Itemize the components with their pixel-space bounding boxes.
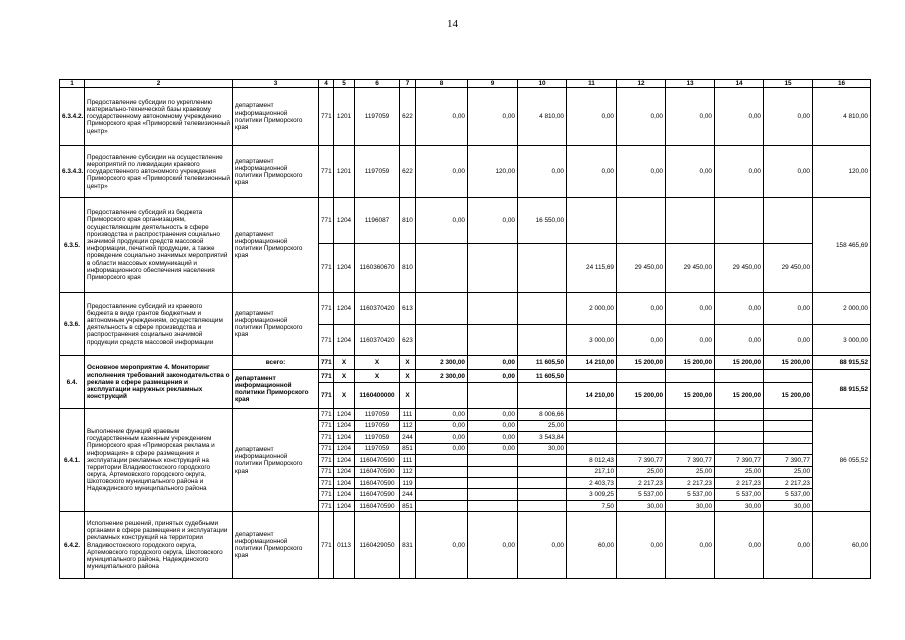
table-cell bbox=[518, 478, 567, 489]
responsible-executor: департамент информационной политики Приморского края bbox=[233, 88, 319, 146]
row-total: 88 915,52 bbox=[813, 356, 871, 370]
row-total: 158 465,69 bbox=[813, 198, 871, 293]
table-row bbox=[60, 198, 871, 244]
table-cell: 0,00 bbox=[416, 88, 468, 146]
table-cell: 810 bbox=[400, 198, 416, 244]
column-header: 2 bbox=[85, 80, 233, 88]
table-cell: 0,00 bbox=[715, 292, 764, 324]
table-cell: 0,00 bbox=[764, 325, 813, 356]
table-cell bbox=[715, 198, 764, 244]
table-cell bbox=[468, 478, 518, 489]
table-cell: 0,00 bbox=[764, 292, 813, 324]
table-cell: 771 bbox=[319, 512, 334, 579]
column-header: 16 bbox=[813, 80, 871, 88]
table-cell bbox=[567, 198, 617, 244]
table-row bbox=[60, 512, 871, 579]
responsible-executor: департамент информационной политики Приморского края bbox=[233, 409, 319, 512]
table-cell: 15 200,00 bbox=[666, 356, 715, 370]
table-cell: 771 bbox=[319, 409, 334, 420]
table-cell: 0,00 bbox=[468, 356, 518, 370]
table-cell: 1160360670 bbox=[355, 244, 400, 293]
table-cell: 15 200,00 bbox=[715, 356, 764, 370]
table-cell: 1197059 bbox=[355, 443, 400, 454]
table-cell: 1197059 bbox=[355, 420, 400, 431]
table-cell: 771 bbox=[319, 292, 334, 324]
table-cell: 1204 bbox=[334, 432, 355, 443]
table-cell: 4 810,00 bbox=[518, 88, 567, 146]
table-cell bbox=[567, 409, 617, 420]
table-cell: 0,00 bbox=[416, 420, 468, 431]
table-cell: 0,00 bbox=[468, 512, 518, 579]
table-cell: 29 450,00 bbox=[666, 244, 715, 293]
table-cell: 0,00 bbox=[468, 420, 518, 431]
table-cell: 111 bbox=[400, 409, 416, 420]
table-cell: 0,00 bbox=[468, 198, 518, 244]
table-cell bbox=[518, 244, 567, 293]
table-cell: 1201 bbox=[334, 146, 355, 198]
row-code: 6.4.1. bbox=[60, 409, 85, 512]
table-cell: 1204 bbox=[334, 466, 355, 477]
table-cell bbox=[468, 325, 518, 356]
table-cell: 1197059 bbox=[355, 409, 400, 420]
row-name: Предоставление субсидии по укреплению материально-технической базы краевому государственному автономному учреждению Приморского края «Приморский телевизионный центр» bbox=[85, 88, 233, 146]
row-code: 6.4. bbox=[60, 356, 85, 409]
table-cell: 25,00 bbox=[764, 466, 813, 477]
table-row bbox=[60, 409, 871, 420]
row-name: Выполнение функций краевым государственным казенным учреждением Приморского края «Приморская реклама и информация» в сфере размещения и эксплуатации рекламных конструкций на территории Владивостокского городского округа, Артемовского городского округа, Шкотовского муниципального района и Надеждинского муниципального района bbox=[85, 409, 233, 512]
responsible-executor: департамент информационной политики Приморского края bbox=[233, 198, 319, 293]
table-cell: 3 543,84 bbox=[518, 432, 567, 443]
responsible-executor: департамент информационной политики Приморского края bbox=[233, 146, 319, 198]
table-cell: 1204 bbox=[334, 443, 355, 454]
table-cell: 1160470590 bbox=[355, 455, 400, 466]
row-code: 6.4.2. bbox=[60, 512, 85, 579]
table-cell: 0,00 bbox=[416, 512, 468, 579]
table-cell: 24 115,69 bbox=[567, 244, 617, 293]
table-cell: 30,00 bbox=[715, 500, 764, 511]
table-cell: X bbox=[400, 369, 416, 383]
column-header: 15 bbox=[764, 80, 813, 88]
table-cell bbox=[416, 244, 468, 293]
table-cell: 16 550,00 bbox=[518, 198, 567, 244]
row-total: 3 000,00 bbox=[813, 325, 871, 356]
responsible-executor: департамент информационной политики Приморского края bbox=[233, 512, 319, 579]
table-cell bbox=[617, 198, 666, 244]
row-total: 2 000,00 bbox=[813, 292, 871, 324]
table-cell: X bbox=[400, 383, 416, 409]
table-cell: 771 bbox=[319, 455, 334, 466]
table-cell: 0,00 bbox=[666, 325, 715, 356]
table-cell bbox=[715, 443, 764, 454]
table-cell: 0,00 bbox=[416, 198, 468, 244]
table-cell bbox=[715, 409, 764, 420]
row-name: Предоставление субсидии на осуществление мероприятий по ликвидации краевого государственного автономного учреждения Приморского края «Приморский телевизионный центр» bbox=[85, 146, 233, 198]
table-cell bbox=[416, 292, 468, 324]
table-cell: 1196087 bbox=[355, 198, 400, 244]
table-cell: 771 bbox=[319, 420, 334, 431]
table-cell bbox=[764, 409, 813, 420]
column-header: 1 bbox=[60, 80, 85, 88]
column-header: 9 bbox=[468, 80, 518, 88]
table-cell: 5 537,00 bbox=[764, 489, 813, 500]
row-code: 6.3.6. bbox=[60, 292, 85, 355]
table-cell: 771 bbox=[319, 466, 334, 477]
table-cell: 1204 bbox=[334, 500, 355, 511]
table-cell: 0,00 bbox=[416, 432, 468, 443]
table-cell: 0,00 bbox=[416, 409, 468, 420]
table-cell bbox=[416, 489, 468, 500]
table-cell: 622 bbox=[400, 88, 416, 146]
table-cell bbox=[416, 466, 468, 477]
table-cell: 0,00 bbox=[468, 409, 518, 420]
table-cell: 2 403,73 bbox=[567, 478, 617, 489]
table-cell bbox=[468, 244, 518, 293]
table-cell: 0,00 bbox=[617, 292, 666, 324]
table-cell: 1160470590 bbox=[355, 500, 400, 511]
table-row bbox=[60, 356, 871, 370]
table-cell bbox=[617, 443, 666, 454]
table-cell: 771 bbox=[319, 88, 334, 146]
table-cell: 851 bbox=[400, 500, 416, 511]
table-cell: 2 300,00 bbox=[416, 356, 468, 370]
table-cell: X bbox=[334, 369, 355, 383]
row-total: 60,00 bbox=[813, 512, 871, 579]
table-cell: 0,00 bbox=[468, 369, 518, 383]
table-body bbox=[60, 88, 871, 579]
table-cell: 0,00 bbox=[518, 512, 567, 579]
table-cell: 0,00 bbox=[764, 88, 813, 146]
table-cell: 2 300,00 bbox=[416, 369, 468, 383]
table-cell: 1201 bbox=[334, 88, 355, 146]
table-cell: 0,00 bbox=[617, 325, 666, 356]
column-header: 8 bbox=[416, 80, 468, 88]
table-cell: 1204 bbox=[334, 198, 355, 244]
table-cell: 1160470590 bbox=[355, 466, 400, 477]
table-cell: 11 605,50 bbox=[518, 356, 567, 370]
table-cell bbox=[518, 292, 567, 324]
table-cell: 8 012,43 bbox=[567, 455, 617, 466]
table-cell: 119 bbox=[400, 478, 416, 489]
table-cell bbox=[666, 420, 715, 431]
table-cell: 623 bbox=[400, 325, 416, 356]
table-cell bbox=[518, 383, 567, 409]
table-cell: 29 450,00 bbox=[764, 244, 813, 293]
table-cell: 3 009,25 bbox=[567, 489, 617, 500]
table-cell: 8 006,66 bbox=[518, 409, 567, 420]
table-cell: 0,00 bbox=[666, 512, 715, 579]
table-cell: 1204 bbox=[334, 478, 355, 489]
table-cell: 1160400000 bbox=[355, 383, 400, 409]
table-cell: 0,00 bbox=[666, 146, 715, 198]
table-cell: 1197059 bbox=[355, 146, 400, 198]
table-cell bbox=[518, 325, 567, 356]
table-cell bbox=[468, 455, 518, 466]
table-cell: 30,00 bbox=[764, 500, 813, 511]
table-cell bbox=[567, 369, 617, 383]
table-cell: 771 bbox=[319, 369, 334, 383]
table-cell: 5 537,00 bbox=[715, 489, 764, 500]
table-cell: 0,00 bbox=[617, 88, 666, 146]
column-header: 3 bbox=[233, 80, 319, 88]
table-cell: 15 200,00 bbox=[617, 383, 666, 409]
row-name: Основное мероприятие 4. Мониторинг исполнения требований законодательства о рекламе в сфере размещения и эксплуатации наружных рекламных конструкций bbox=[85, 356, 233, 409]
table-cell: 25,00 bbox=[617, 466, 666, 477]
row-name: Предоставление субсидий из краевого бюджета в виде грантов бюджетным и автономным учреждениям, осуществляющим деятельность в сфере производства и распространения социально значимой продукции средств массовой информации bbox=[85, 292, 233, 355]
table-cell: 771 bbox=[319, 146, 334, 198]
total-label: всего: bbox=[233, 356, 319, 370]
column-header: 13 bbox=[666, 80, 715, 88]
table-cell: 1204 bbox=[334, 409, 355, 420]
table-cell: 771 bbox=[319, 356, 334, 370]
table-cell bbox=[567, 443, 617, 454]
column-header: 14 bbox=[715, 80, 764, 88]
table-cell: 0,00 bbox=[567, 146, 617, 198]
responsible-executor: департамент информационной политики Приморского края bbox=[233, 292, 319, 355]
table-cell: 771 bbox=[319, 198, 334, 244]
table-cell: 14 210,00 bbox=[567, 356, 617, 370]
table-cell: 29 450,00 bbox=[617, 244, 666, 293]
table-cell bbox=[617, 420, 666, 431]
table-cell: 1160470590 bbox=[355, 478, 400, 489]
table-cell bbox=[468, 383, 518, 409]
table-cell bbox=[764, 443, 813, 454]
table-cell bbox=[715, 369, 764, 383]
table-cell bbox=[764, 198, 813, 244]
table-cell bbox=[567, 420, 617, 431]
table-cell: 3 000,00 bbox=[567, 325, 617, 356]
responsible-executor: департамент информационной политики Приморского края bbox=[233, 369, 319, 409]
table-cell: 7 390,77 bbox=[666, 455, 715, 466]
table-cell bbox=[416, 325, 468, 356]
table-cell: 112 bbox=[400, 466, 416, 477]
table-cell: 25,00 bbox=[715, 466, 764, 477]
table-cell: 2 000,00 bbox=[567, 292, 617, 324]
table-cell: 613 bbox=[400, 292, 416, 324]
table-cell: 0,00 bbox=[666, 292, 715, 324]
column-header: 5 bbox=[334, 80, 355, 88]
table-cell: 1160370420 bbox=[355, 325, 400, 356]
table-cell bbox=[416, 478, 468, 489]
table-cell: 11 605,50 bbox=[518, 369, 567, 383]
table-cell bbox=[764, 369, 813, 383]
table-cell: 0,00 bbox=[468, 432, 518, 443]
table-cell bbox=[468, 466, 518, 477]
table-cell: 15 200,00 bbox=[715, 383, 764, 409]
table-cell: 30,00 bbox=[518, 443, 567, 454]
column-header: 6 bbox=[355, 80, 400, 88]
table-cell: 14 210,00 bbox=[567, 383, 617, 409]
table-cell: 7 390,77 bbox=[764, 455, 813, 466]
table-cell: 0,00 bbox=[715, 88, 764, 146]
table-cell: 7 390,77 bbox=[715, 455, 764, 466]
table-cell: 0113 bbox=[334, 512, 355, 579]
table-cell: 1197059 bbox=[355, 88, 400, 146]
budget-table bbox=[59, 79, 871, 579]
table-cell: 2 217,23 bbox=[715, 478, 764, 489]
table-row bbox=[60, 88, 871, 146]
table-cell: 0,00 bbox=[666, 88, 715, 146]
column-header: 11 bbox=[567, 80, 617, 88]
table-cell bbox=[468, 489, 518, 500]
table-cell: 2 217,23 bbox=[617, 478, 666, 489]
row-name: Исполнение решений, принятых судебными органами в сфере размещения и эксплуатации рекламных конструкций на территории Владивостокского городского округа, Артемовского городского округа, Шкотовского муниципального района, Надеждинского муниципального района bbox=[85, 512, 233, 579]
table-cell: 1204 bbox=[334, 420, 355, 431]
table-cell: 120,00 bbox=[468, 146, 518, 198]
table-cell: 0,00 bbox=[567, 88, 617, 146]
table-cell: 30,00 bbox=[666, 500, 715, 511]
table-cell bbox=[518, 489, 567, 500]
table-cell: 771 bbox=[319, 489, 334, 500]
table-cell: 112 bbox=[400, 420, 416, 431]
table-cell: 2 217,23 bbox=[666, 478, 715, 489]
table-cell: 622 bbox=[400, 146, 416, 198]
table-cell: 29 450,00 bbox=[715, 244, 764, 293]
row-total: 86 055,52 bbox=[813, 409, 871, 512]
table-cell: 810 bbox=[400, 244, 416, 293]
table-cell: 7 390,77 bbox=[617, 455, 666, 466]
table-cell: 0,00 bbox=[617, 146, 666, 198]
row-total: 120,00 bbox=[813, 146, 871, 198]
table-cell: X bbox=[400, 356, 416, 370]
row-total: 4 810,00 bbox=[813, 88, 871, 146]
table-cell: 0,00 bbox=[617, 512, 666, 579]
table-cell: 0,00 bbox=[416, 146, 468, 198]
table-cell: 1160370420 bbox=[355, 292, 400, 324]
table-cell: 60,00 bbox=[567, 512, 617, 579]
table-cell: 1197059 bbox=[355, 432, 400, 443]
table-cell bbox=[416, 383, 468, 409]
header-row bbox=[60, 80, 871, 88]
table-cell: 0,00 bbox=[764, 146, 813, 198]
table-cell: X bbox=[355, 356, 400, 370]
table-cell: 217,10 bbox=[567, 466, 617, 477]
table-cell: 0,00 bbox=[468, 443, 518, 454]
table-cell: 1204 bbox=[334, 489, 355, 500]
table-cell: 1160470590 bbox=[355, 489, 400, 500]
table-cell: 1204 bbox=[334, 244, 355, 293]
table-cell: 2 217,23 bbox=[764, 478, 813, 489]
table-cell bbox=[617, 369, 666, 383]
table-cell bbox=[666, 198, 715, 244]
table-cell: 771 bbox=[319, 432, 334, 443]
table-cell bbox=[764, 432, 813, 443]
table-cell bbox=[416, 500, 468, 511]
table-cell bbox=[715, 420, 764, 431]
row-code: 6.3.5. bbox=[60, 198, 85, 293]
table-cell: 0,00 bbox=[715, 512, 764, 579]
table-cell bbox=[666, 432, 715, 443]
table-cell: 0,00 bbox=[715, 146, 764, 198]
row-code: 6.3.4.2. bbox=[60, 88, 85, 146]
table-cell bbox=[617, 432, 666, 443]
table-cell: 7,50 bbox=[567, 500, 617, 511]
table-cell: 0,00 bbox=[416, 443, 468, 454]
table-cell: 244 bbox=[400, 489, 416, 500]
table-cell bbox=[617, 409, 666, 420]
table-cell: 1204 bbox=[334, 455, 355, 466]
table-cell bbox=[666, 443, 715, 454]
table-cell: 771 bbox=[319, 443, 334, 454]
table-cell bbox=[764, 420, 813, 431]
table-cell: 30,00 bbox=[617, 500, 666, 511]
table-cell bbox=[715, 432, 764, 443]
table-cell: 15 200,00 bbox=[764, 356, 813, 370]
table-cell: 0,00 bbox=[764, 512, 813, 579]
table-cell bbox=[567, 432, 617, 443]
table-cell bbox=[518, 455, 567, 466]
table-cell bbox=[416, 455, 468, 466]
row-total: 88 915,52 bbox=[813, 369, 871, 409]
column-header: 10 bbox=[518, 80, 567, 88]
column-header: 7 bbox=[400, 80, 416, 88]
table-cell: 5 537,00 bbox=[666, 489, 715, 500]
table-cell: 0,00 bbox=[468, 88, 518, 146]
table-cell: 1204 bbox=[334, 325, 355, 356]
table-cell: 25,00 bbox=[518, 420, 567, 431]
table-cell: 111 bbox=[400, 455, 416, 466]
table-cell: X bbox=[334, 383, 355, 409]
table-cell: 771 bbox=[319, 500, 334, 511]
table-cell: 851 bbox=[400, 443, 416, 454]
table-cell bbox=[518, 466, 567, 477]
table-cell: 831 bbox=[400, 512, 416, 579]
table-cell bbox=[468, 500, 518, 511]
column-header: 12 bbox=[617, 80, 666, 88]
table-cell: 15 200,00 bbox=[666, 383, 715, 409]
table-cell: 25,00 bbox=[666, 466, 715, 477]
page-number: 14 bbox=[447, 18, 458, 30]
table-cell: 0,00 bbox=[715, 325, 764, 356]
table-cell bbox=[468, 292, 518, 324]
row-name: Предоставление субсидий из бюджета Приморского края организациям, осуществляющим деятельность в сфере производства и распространения социально значимой продукции средств массовой информации, печатной продукции, а также проведение социально значимых мероприятий в области массовых коммуникаций и информационного обеспечения населения Приморского края bbox=[85, 198, 233, 293]
table-cell: 771 bbox=[319, 383, 334, 409]
table-cell: 5 537,00 bbox=[617, 489, 666, 500]
table-row bbox=[60, 146, 871, 198]
table-cell: X bbox=[334, 356, 355, 370]
table-cell: 771 bbox=[319, 325, 334, 356]
table-cell: 1204 bbox=[334, 292, 355, 324]
table-cell: 15 200,00 bbox=[617, 356, 666, 370]
table-cell bbox=[518, 500, 567, 511]
column-header: 4 bbox=[319, 80, 334, 88]
table-cell: 771 bbox=[319, 478, 334, 489]
table-row bbox=[60, 292, 871, 324]
table-cell: 0,00 bbox=[518, 146, 567, 198]
table-cell: 15 200,00 bbox=[764, 383, 813, 409]
table-cell bbox=[666, 369, 715, 383]
table-cell: 1160429050 bbox=[355, 512, 400, 579]
table-cell: 771 bbox=[319, 244, 334, 293]
table-cell: 244 bbox=[400, 432, 416, 443]
table-cell bbox=[666, 409, 715, 420]
row-code: 6.3.4.3. bbox=[60, 146, 85, 198]
table-cell: X bbox=[355, 369, 400, 383]
